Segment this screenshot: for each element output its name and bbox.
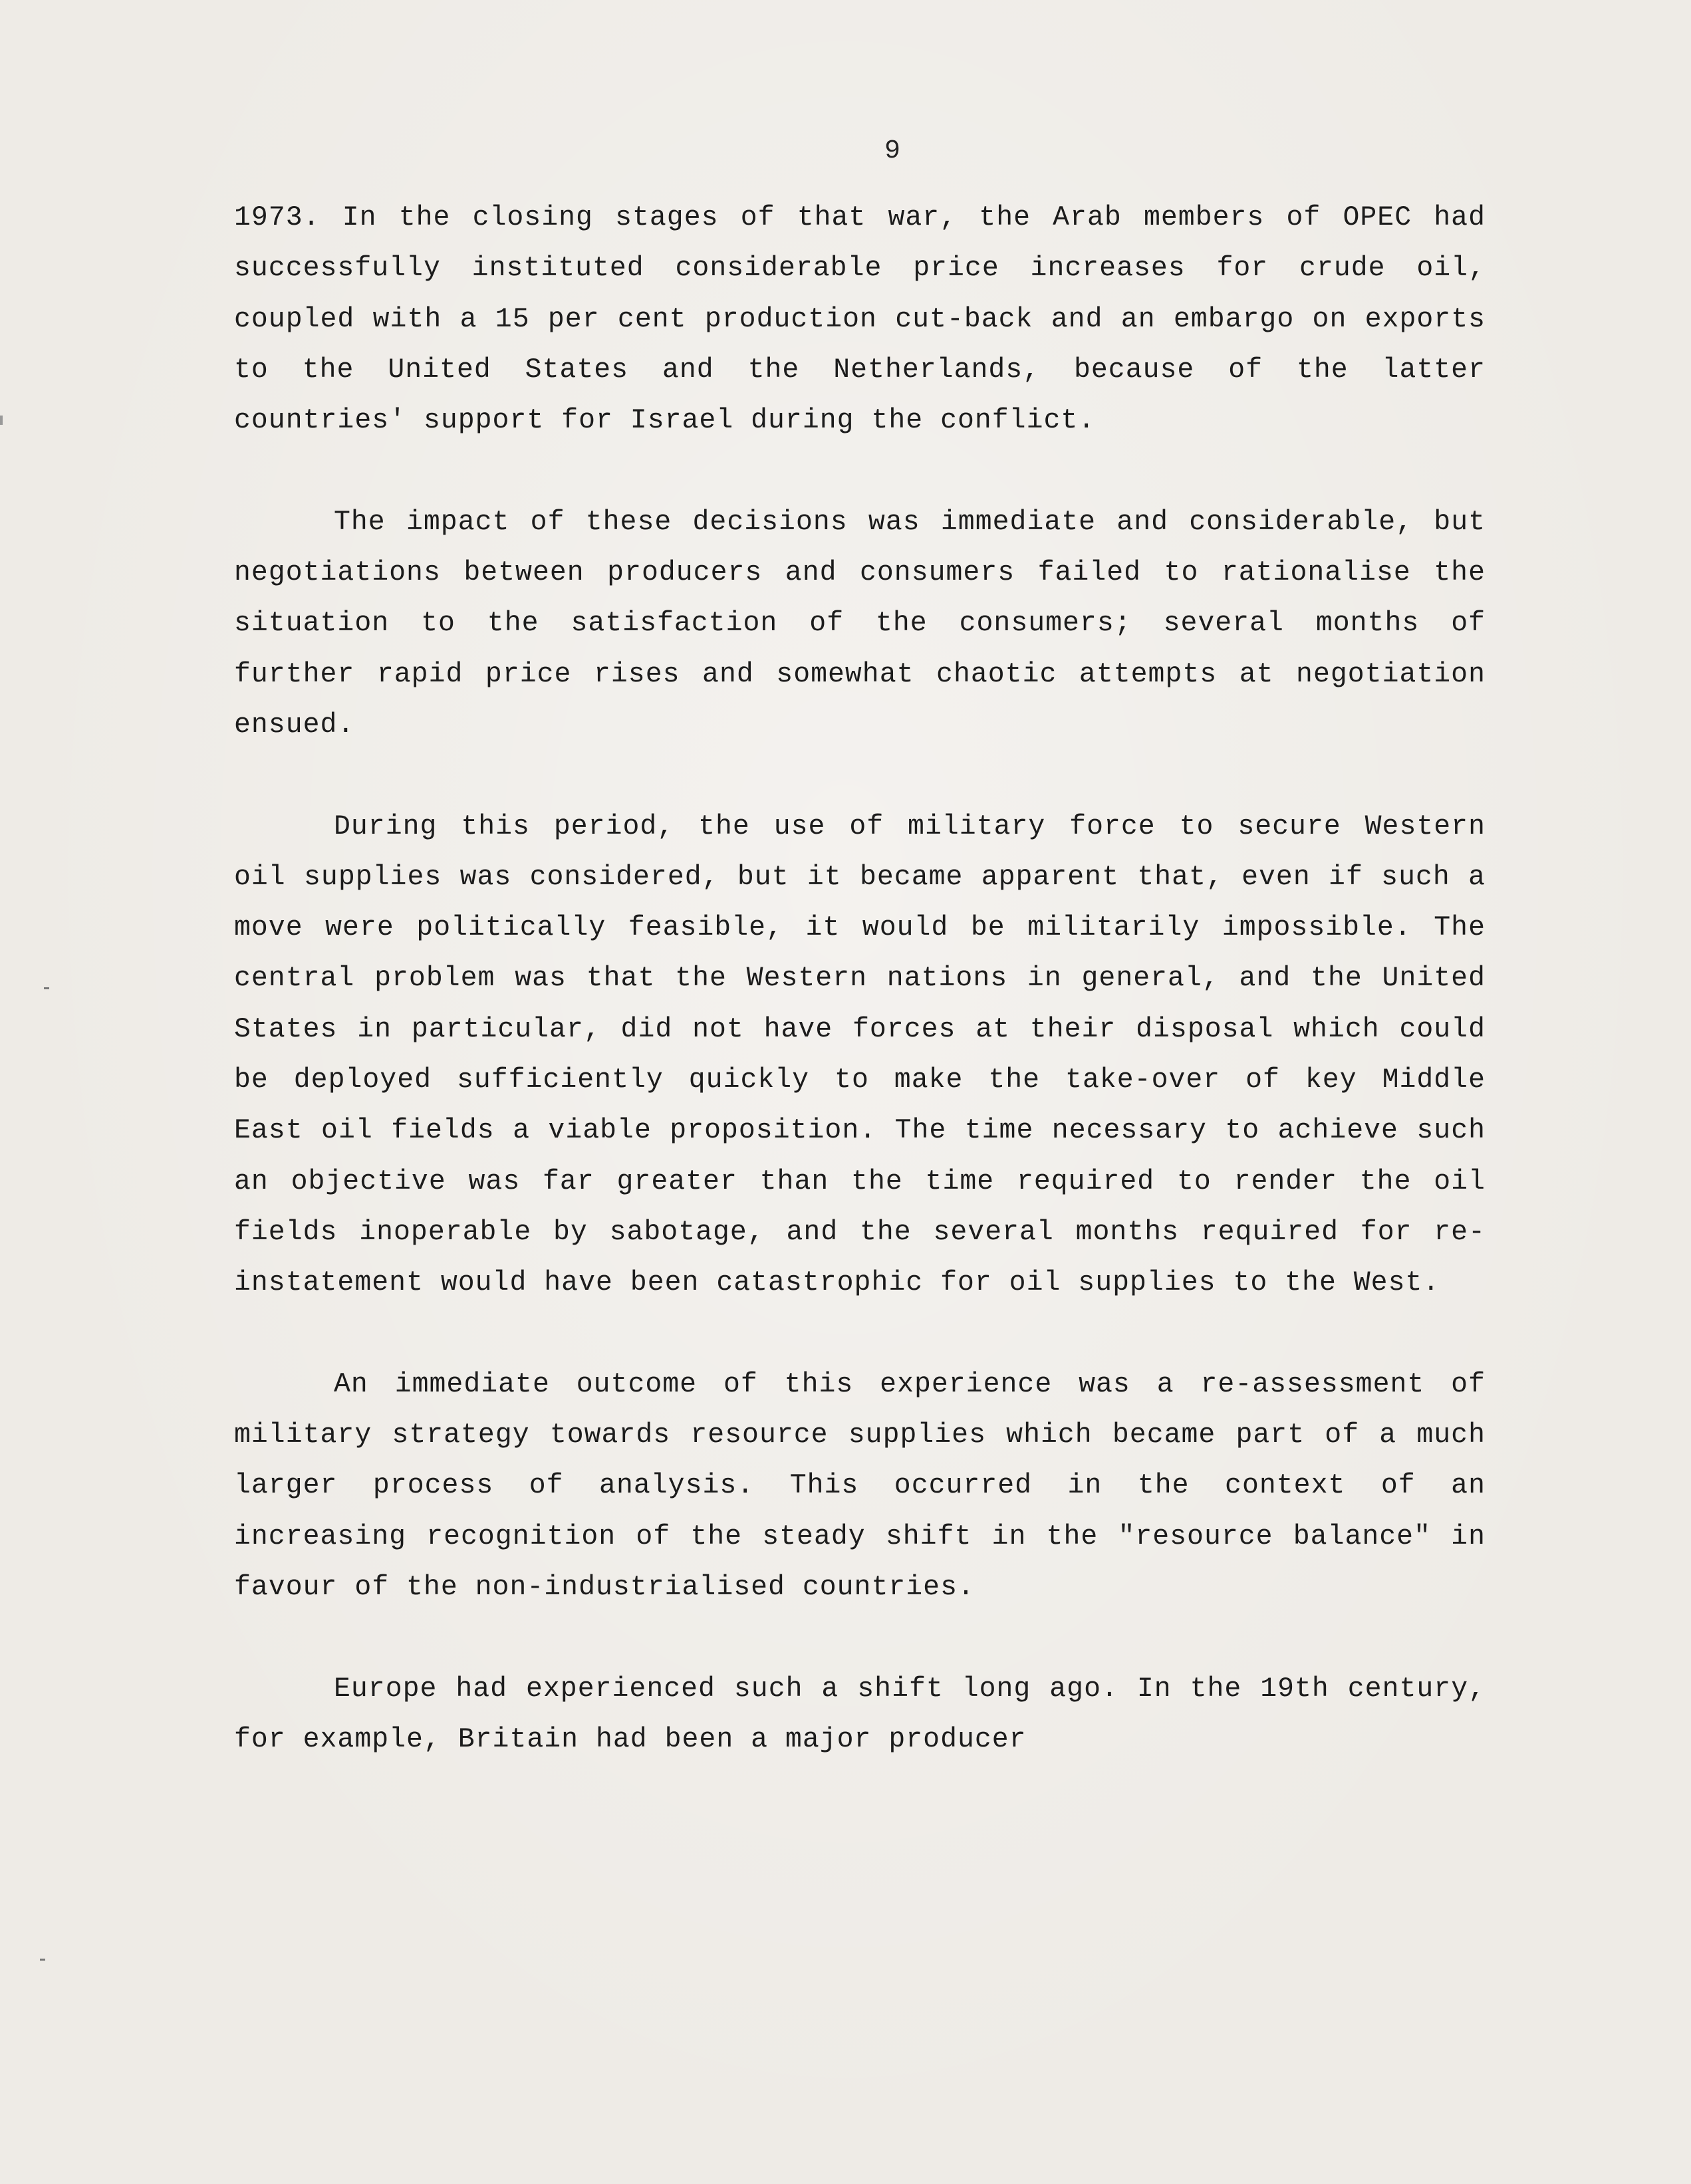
body-text	[234, 193, 1486, 1816]
left-margin-mark	[40, 1959, 45, 1961]
page-number: 9	[884, 136, 901, 166]
paragraph-5: Europe had experienced such a shift long ago. In the 19th century, for example, Britain had been a major producer	[234, 1673, 1486, 1755]
paragraph-3: During this period, the use of military force to secure Western oil supplies was considered, but it became apparent that, even if such a move were politically feasible, it would be militarily impossible. The central problem was that the Western nations in general, and the United States in particular, did not have forces at their disposal which could be deployed sufficiently quickly to make the take-over of key Middle East oil fields a viable proposition. The time necessary to achieve such an objective was far greater than the time required to render the oil fields inoperable by sabotage, and the several months required for re-instatement would have been catastrophic for oil supplies to the West.	[234, 810, 1486, 1299]
left-edge-mark	[0, 416, 3, 425]
paragraph-1: 1973. In the closing stages of that war, the Arab members of OPEC had successfully instituted considerable price increases for crude oil, coupled with a 15 per cent production cut-back and an embargo on exports to the United States and the Netherlands, because of the latter countries' support for Israel during the conflict.	[234, 202, 1486, 437]
left-margin-mark	[44, 987, 49, 989]
paragraph-2: The impact of these decisions was immediate and considerable, but negotiations between producers and consumers failed to rationalise the situation to the satisfaction of the consumers; several months of further rapid price rises and somewhat chaotic attempts at negotiation ensued.	[234, 506, 1486, 741]
paragraph-4: An immediate outcome of this experience was a re-assessment of military strategy towards resource supplies which became part of a much larger process of analysis. This occurred in the context of an increasing recognition of the steady shift in the "resource balance" in favour of the non-industrialised countries.	[234, 1368, 1486, 1604]
